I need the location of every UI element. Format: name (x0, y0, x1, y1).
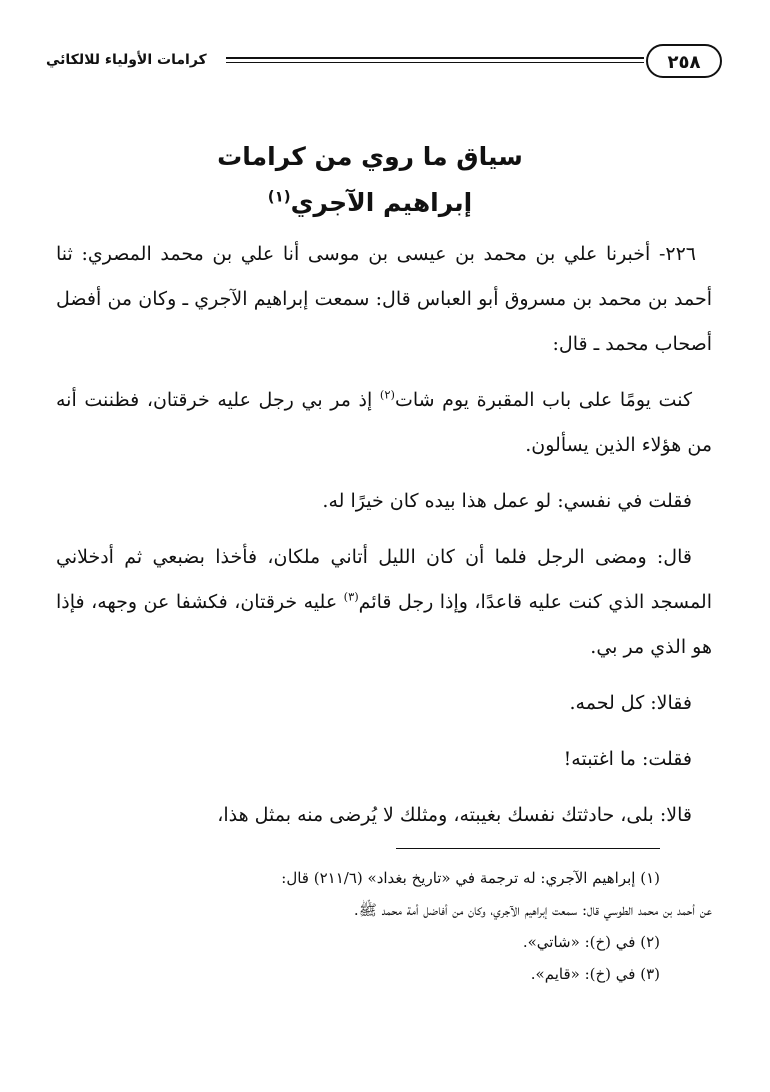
footnote-separator (396, 848, 660, 849)
heading-line-2 (150, 180, 590, 226)
footnote-1: (١) إبراهيم الآجري: له ترجمة في «تاريخ بغداد» (٢١١/٦) قال: (281, 869, 660, 887)
paragraph-text: عليه خرقتان، فكشفا عن وجهه، فإذا هو الذي مر بي. (56, 591, 712, 658)
footnote-2: (٢) في (خ): «شاتي». (522, 933, 660, 951)
paragraph-text: قال: ومضى الرجل فلما أن كان الليل أتاني ملكان، فأخذا بضبعي ثم أدخلاني المسجد الذي كنت عليه قاعدًا، وإذا رجل قائم (56, 546, 713, 613)
paragraph-narration-chain: ٢٢٦- أخبرنا علي بن محمد بن عيسى بن موسى أنا علي بن محمد المصري: ثنا أحمد بن محمد بن مسروق أبو العباس قال: سمعت إبراهيم الآجري ـ وكان من أفضل أصحاب محمد ـ قال: (56, 243, 712, 355)
page-number: ٢٥٨ (646, 44, 722, 78)
footnote-ref-2: (٢) (379, 387, 395, 402)
paragraph-text: كنت يومًا على باب المقبرة يوم شات (394, 389, 692, 411)
paragraph-eat-flesh: فقالا: كل لحمه. (569, 692, 692, 714)
book-title: كرامات الأولياء للالكائي (46, 52, 207, 68)
paragraph-reply: قالا: بلى، حادثتك نفسك بغيبته، ومثلك لا يُرضى منه بمثل هذا، (217, 804, 692, 826)
footnotes (56, 862, 712, 990)
paragraph-cemetery (56, 378, 712, 468)
paragraph-text: إذ مر بي رجل عليه خرقتان، فظننت أنه من هؤلاء الذين يسألون. (56, 389, 712, 456)
footnote-1-continuation: عن أحمد بن محمد الطوسي قال: سمعت إبراهيم الآجري، وكان من أفاضل أمة محمد ﷺ. (353, 901, 712, 919)
heading-line-1: سياق ما روي من كرامات (217, 142, 523, 171)
running-header (46, 44, 722, 84)
footnote-3: (٣) في (خ): «قايم». (530, 965, 660, 983)
paragraph-denial: فقلت: ما اغتبته! (563, 748, 692, 770)
footnote-ref-3: (٣) (343, 589, 359, 604)
paragraph-angels (56, 535, 712, 670)
footnote-ref-1: (١) (267, 187, 291, 206)
heading-name: إبراهيم الآجري (290, 188, 473, 217)
paragraph-thought: فقلت في نفسي: لو عمل هذا بيده كان خيرًا له. (322, 490, 692, 512)
body-text (56, 232, 712, 849)
header-rule (226, 57, 644, 63)
section-heading (150, 134, 590, 226)
